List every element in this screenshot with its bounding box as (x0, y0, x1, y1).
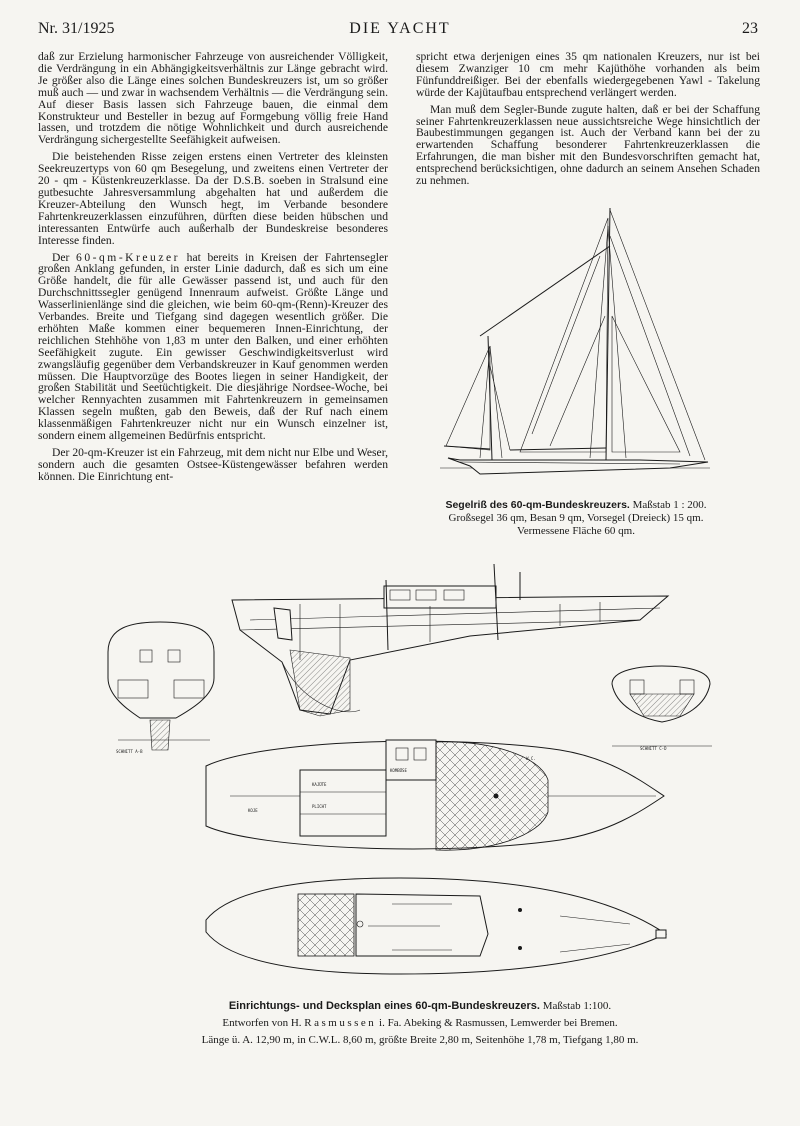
caption-line (416, 499, 736, 512)
paragraph (38, 252, 388, 443)
cross-section-aft (612, 666, 712, 751)
paragraph: Der 20-qm-Kreuzer ist ein Fahrzeug, mit dem nicht nur Elbe und Weser, sondern auch die gesamten Ostsee-Küstengewässer befahren werden können. Die Einrichtung ent- (38, 446, 388, 483)
caption-scale: Maßstab 1 : 200. (632, 499, 707, 511)
left-text-column (38, 51, 388, 488)
room-label: PLICHT (312, 804, 327, 809)
text-run: i. Fa. Abeking & Rasmussen, Lemwerder bei Bremen. (379, 1017, 618, 1029)
room-label: KOMBÜSE (390, 768, 407, 773)
room-label: KOJE (248, 808, 258, 813)
text-run: hat bereits in Kreisen der Fahrtensegler großen Anklang gefunden, in erster Linie dadurch, daß es sich um eine Größe handelt, die für alle Gewässer passend ist, und auch für den Durchschnittssegler genügend Innenraum aufweist. Größte Länge und Wasserlinienlänge sind die gleichen, wie beim 60-qm-(Renn)-Kreuzer des Verbandes. Breite und Tiefgang sind dagegen wesentlich größer. Die erhöhten Maße kommen einer bequemeren Innen-Einrichtung, der reichlichen Stehhöhe von 1,83 m unter den Balken, und einer erhöhten Seefähigkeit zugute. Ein gewisser Geschwindigkeitsverlust wird zwangsläufig gegenüber dem Verbandskreuzer in Kauf genommen werden müssen. Die Hauptvorzüge des Bootes liegen in seiner Handigkeit, der großen Stabilität und Seetüchtigkeit. Die diesjährige Nordsee-Woche, bei welcher Rennyachten zusammen mit Fahrtenkreuzern in gemeinsamen Klassen segeln mußten, gab den Beweis, daß der Ruf nach einem klassenmäßigen Fahrtenkreuzer nicht nur ein Wunsch einzelner ist, sondern einem allgemeinen Bedürfnis entspricht. (38, 250, 388, 443)
sail-plan-caption (416, 499, 736, 538)
sail-plan-drawing (440, 206, 730, 488)
text-run: Der (52, 250, 70, 264)
paragraph: Die beistehenden Risse zeigen erstens einen Vertreter des kleinsten Seekreuzertyps von 60 qm Besegelung, und zweitens einen Vertreter der 20 - qm - Küstenkreuzerklasse. Da der D.S.B. soeben in Stralsund eine gutbesuchte Jahresversammlung abgehalten hat und außerdem die Kreuzer-Abteilung den Wunsch hegt, im Verbande besondere Fahrtenkreuzerklassen einzuführen, dürften diese beiden hübschen und interessanten Entwürfe auch außerhalb der Bundeskreise besonderes Interesse finden. (38, 150, 388, 247)
caption-line: Länge ü. A. 12,90 m, in C.W.L. 8,60 m, größte Breite 2,80 m, Seitenhöhe 1,78 m, Tiefgang 1,80 m. (201, 1034, 639, 1046)
main-sail (520, 218, 608, 452)
room-label: W.C. (526, 756, 536, 761)
caption-line (160, 998, 680, 1015)
room-label: KAJÜTE (312, 782, 327, 787)
emphasized-term: 60-qm-Kreuzer (76, 250, 181, 264)
caption-scale: Maßstab 1:100. (542, 1000, 612, 1012)
caption-line (160, 1015, 680, 1032)
text-run: Entworfen von H. (222, 1017, 302, 1029)
paragraph: Man muß dem Segler-Bunde zugute halten, daß er bei der Schaffung seiner Fahrtenkreuzerklassen neue aussichtsreiche Wege hinsichtlich der Baubestimmungen gegangen ist. Auch der Verband kann bei der zu erwartenden Schaffung besonderer Fahrtenkreuzerklassen die Erfahrungen, die man bisher mit den Bundesvorschriften gemacht hat, entsprechend berücksichtigen, ohne dadurch an seinem Ansehen Schaden zu nehmen. (416, 102, 760, 188)
deck-plan (206, 878, 666, 974)
caption-line: Großsegel 36 qm, Besan 9 qm, Vorsegel (Dreieck) 15 qm. (448, 512, 704, 524)
construction-plan-drawing (0, 560, 800, 990)
paragraph: spricht etwa derjenigen eines 35 qm nationalen Kreuzers, nur ist bei diesem Zwanziger 10 cm mehr Kajüthöhe vorhanden als beim Fünfunddreißiger. Bei der ebenfalls wiedergegebenen Yawl - Takelung würde der Kajütaufbau entsprechend verlängert werden. (416, 50, 760, 99)
profile-section (232, 564, 668, 716)
section-label: SCHNITT A-B (116, 749, 143, 754)
issue-number: Nr. 31/1925 (38, 20, 115, 37)
caption-title: Segelriß des 60-qm-Bundeskreuzers. (445, 499, 630, 511)
mizzen-sail (446, 346, 490, 450)
caption-line: Vermessene Fläche 60 qm. (517, 525, 635, 537)
caption-title: Einrichtungs- und Decksplan eines 60-qm-Bundeskreuzers. (228, 1000, 540, 1012)
page-header (0, 20, 800, 44)
cross-section-forward (108, 622, 214, 754)
magazine-title: DIE YACHT (349, 20, 451, 37)
right-text-column (416, 51, 760, 192)
designer-name: Rasmussen (304, 1017, 377, 1029)
construction-plan-caption (160, 998, 680, 1049)
accommodation-plan (206, 740, 664, 850)
jib-sail (612, 316, 680, 452)
paragraph: daß zur Erzielung harmonischer Fahrzeuge von ausreichender Völligkeit, die Verdrängung in ein Abhängigkeitsverhältnis zur Länge gebracht wird. Je größer also die Länge eines solchen Bundeskreuzers ist, um so größer muß auch — und zwar in wachsendem Verhältnis — die Verdrängung sein. Auf dieser Basis lassen sich Fahrzeuge bauen, die einmal dem Konstrukteur und Besteller in bezug auf Formgebung völlig freie Hand lassen, und trotzdem die nötige Wohnlichkeit und durch ausreichende Verdrängung sichergestellte Seefähigkeit aufweisen. (38, 50, 388, 147)
page-number: 23 (742, 20, 758, 37)
section-label: SCHNITT C-D (640, 746, 667, 751)
